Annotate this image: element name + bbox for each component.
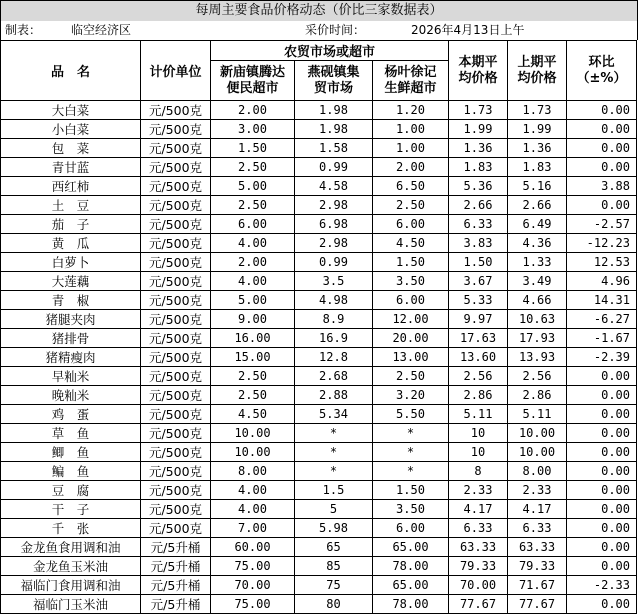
current-avg-price: 3.83	[449, 234, 508, 253]
ratio-value: 0.00	[567, 481, 637, 500]
market-2-price: *	[295, 462, 373, 481]
market-3-price: *	[373, 462, 449, 481]
market-1-price: 7.00	[211, 519, 295, 538]
item-name: 早籼米	[1, 367, 141, 386]
market-2-price: 4.98	[295, 291, 373, 310]
previous-avg-price: 6.49	[508, 215, 567, 234]
market-2-price: 3.5	[295, 272, 373, 291]
current-avg-price: 9.97	[449, 310, 508, 329]
ratio-value: 0.00	[567, 386, 637, 405]
market-1-price: 2.50	[211, 158, 295, 177]
current-avg-price: 5.36	[449, 177, 508, 196]
previous-avg-price: 1.33	[508, 253, 567, 272]
market-3-price: 1.00	[373, 139, 449, 158]
item-unit: 元/500克	[141, 386, 211, 405]
item-unit: 元/5升桶	[141, 557, 211, 576]
market-3-price: 3.50	[373, 500, 449, 519]
ratio-value: 0.00	[567, 500, 637, 519]
table-row	[1, 329, 637, 348]
header-unit: 计价单位	[141, 41, 211, 101]
table-row	[1, 310, 637, 329]
item-name: 茄 子	[1, 215, 141, 234]
table-row	[1, 576, 637, 595]
current-avg-price: 2.86	[449, 386, 508, 405]
market-3-price: 65.00	[373, 538, 449, 557]
item-name: 土 豆	[1, 196, 141, 215]
previous-avg-price: 1.83	[508, 158, 567, 177]
market-1-price: 4.00	[211, 481, 295, 500]
table-row	[1, 538, 637, 557]
current-avg-price: 6.33	[449, 519, 508, 538]
current-avg-price: 10	[449, 443, 508, 462]
item-unit: 元/500克	[141, 101, 211, 120]
previous-avg-price: 6.33	[508, 519, 567, 538]
market-3-price: 1.50	[373, 253, 449, 272]
current-avg-price: 70.00	[449, 576, 508, 595]
current-avg-price: 5.11	[449, 405, 508, 424]
current-avg-price: 13.60	[449, 348, 508, 367]
item-unit: 元/500克	[141, 234, 211, 253]
current-avg-price: 77.67	[449, 595, 508, 614]
previous-avg-price: 8.00	[508, 462, 567, 481]
item-name: 猪排骨	[1, 329, 141, 348]
market-2-price: 8.9	[295, 310, 373, 329]
previous-avg-price: 2.86	[508, 386, 567, 405]
previous-avg-price: 4.17	[508, 500, 567, 519]
current-avg-price: 3.67	[449, 272, 508, 291]
item-unit: 元/500克	[141, 196, 211, 215]
current-avg-price: 2.66	[449, 196, 508, 215]
current-avg-price: 4.17	[449, 500, 508, 519]
market-3-price: 1.20	[373, 101, 449, 120]
ratio-value: -12.23	[567, 234, 637, 253]
market-3-price: 6.00	[373, 215, 449, 234]
table-row	[1, 101, 637, 120]
market-1-price: 8.00	[211, 462, 295, 481]
market-1-price: 5.00	[211, 177, 295, 196]
market-2-price: 5	[295, 500, 373, 519]
ratio-value: 0.00	[567, 595, 637, 614]
market-2-price: 1.58	[295, 139, 373, 158]
item-name: 鲫 鱼	[1, 443, 141, 462]
table-row	[1, 234, 637, 253]
previous-avg-price: 4.36	[508, 234, 567, 253]
current-avg-price: 2.56	[449, 367, 508, 386]
item-unit: 元/500克	[141, 443, 211, 462]
item-unit: 元/500克	[141, 462, 211, 481]
ratio-value: 3.88	[567, 177, 637, 196]
ratio-value: 0.00	[567, 462, 637, 481]
ratio-value: -2.39	[567, 348, 637, 367]
table-row	[1, 196, 637, 215]
current-avg-price: 79.33	[449, 557, 508, 576]
table-row	[1, 443, 637, 462]
header-market-2: 燕砚镇集 贸市场	[295, 61, 373, 101]
item-unit: 元/500克	[141, 310, 211, 329]
market-3-price: 5.50	[373, 405, 449, 424]
item-unit: 元/500克	[141, 272, 211, 291]
market-3-price: 13.00	[373, 348, 449, 367]
market-1-price: 75.00	[211, 557, 295, 576]
item-unit: 元/500克	[141, 405, 211, 424]
previous-avg-price: 1.36	[508, 139, 567, 158]
current-avg-price: 6.33	[449, 215, 508, 234]
market-3-price: 6.00	[373, 291, 449, 310]
item-unit: 元/500克	[141, 519, 211, 538]
item-name: 草 鱼	[1, 424, 141, 443]
table-row	[1, 120, 637, 139]
ratio-value: 0.00	[567, 139, 637, 158]
table-row	[1, 215, 637, 234]
market-1-price: 2.50	[211, 386, 295, 405]
item-name: 青甘蓝	[1, 158, 141, 177]
item-unit: 元/5升桶	[141, 576, 211, 595]
market-2-price: 0.99	[295, 158, 373, 177]
current-avg-price: 1.83	[449, 158, 508, 177]
info-row	[0, 21, 638, 40]
market-1-price: 2.00	[211, 101, 295, 120]
market-1-price: 4.00	[211, 272, 295, 291]
market-3-price: 3.50	[373, 272, 449, 291]
table-body	[1, 101, 637, 614]
item-name: 鳊 鱼	[1, 462, 141, 481]
market-2-price: 6.98	[295, 215, 373, 234]
current-avg-price: 10	[449, 424, 508, 443]
ratio-value: 0.00	[567, 424, 637, 443]
market-1-price: 1.50	[211, 139, 295, 158]
market-3-price: 12.00	[373, 310, 449, 329]
item-name: 猪腿夹肉	[1, 310, 141, 329]
market-3-price: 78.00	[373, 557, 449, 576]
current-avg-price: 5.33	[449, 291, 508, 310]
item-name: 小白菜	[1, 120, 141, 139]
previous-avg-price: 71.67	[508, 576, 567, 595]
item-unit: 元/500克	[141, 481, 211, 500]
table-row	[1, 595, 637, 614]
market-1-price: 60.00	[211, 538, 295, 557]
table-row	[1, 177, 637, 196]
item-name: 鸡 蛋	[1, 405, 141, 424]
market-1-price: 75.00	[211, 595, 295, 614]
previous-avg-price: 2.56	[508, 367, 567, 386]
item-unit: 元/500克	[141, 424, 211, 443]
table-row	[1, 139, 637, 158]
item-name: 晚籼米	[1, 386, 141, 405]
previous-avg-price: 10.00	[508, 424, 567, 443]
market-3-price: 1.50	[373, 481, 449, 500]
item-unit: 元/500克	[141, 177, 211, 196]
ratio-value: 0.00	[567, 120, 637, 139]
market-1-price: 2.00	[211, 253, 295, 272]
current-avg-price: 8	[449, 462, 508, 481]
table-row	[1, 462, 637, 481]
previous-avg-price: 2.33	[508, 481, 567, 500]
ratio-value: -2.33	[567, 576, 637, 595]
item-name: 金龙鱼食用调和油	[1, 538, 141, 557]
market-2-price: 1.98	[295, 120, 373, 139]
market-2-price: 2.68	[295, 367, 373, 386]
market-2-price: 5.34	[295, 405, 373, 424]
table-row	[1, 405, 637, 424]
maker-label: 制表：	[5, 23, 42, 37]
ratio-value: 0.00	[567, 443, 637, 462]
table-row	[1, 158, 637, 177]
previous-avg-price: 13.93	[508, 348, 567, 367]
market-1-price: 10.00	[211, 443, 295, 462]
table-row	[1, 367, 637, 386]
market-1-price: 5.00	[211, 291, 295, 310]
market-1-price: 4.00	[211, 234, 295, 253]
market-2-price: 4.58	[295, 177, 373, 196]
ratio-value: 0.00	[567, 101, 637, 120]
ratio-value: 0.00	[567, 158, 637, 177]
current-avg-price: 1.36	[449, 139, 508, 158]
market-2-price: 85	[295, 557, 373, 576]
market-3-price: 6.50	[373, 177, 449, 196]
previous-avg-price: 10.63	[508, 310, 567, 329]
item-name: 金龙鱼玉米油	[1, 557, 141, 576]
current-avg-price: 63.33	[449, 538, 508, 557]
ratio-value: 0.00	[567, 519, 637, 538]
market-2-price: 2.98	[295, 234, 373, 253]
time-label: 采价时间：	[305, 23, 366, 37]
previous-avg-price: 5.11	[508, 405, 567, 424]
market-2-price: 0.99	[295, 253, 373, 272]
item-unit: 元/500克	[141, 253, 211, 272]
item-name: 千 张	[1, 519, 141, 538]
item-name: 大白菜	[1, 101, 141, 120]
market-3-price: 2.50	[373, 196, 449, 215]
table-row	[1, 272, 637, 291]
previous-avg-price: 1.99	[508, 120, 567, 139]
item-unit: 元/500克	[141, 500, 211, 519]
market-2-price: 80	[295, 595, 373, 614]
header-ratio: 环比 （±%）	[567, 41, 637, 101]
market-2-price: 1.98	[295, 101, 373, 120]
item-unit: 元/500克	[141, 158, 211, 177]
previous-avg-price: 2.66	[508, 196, 567, 215]
market-2-price: 75	[295, 576, 373, 595]
table-row	[1, 481, 637, 500]
table-row	[1, 557, 637, 576]
header-current-avg: 本期平 均价格	[449, 41, 508, 101]
market-2-price: 2.98	[295, 196, 373, 215]
market-3-price: *	[373, 424, 449, 443]
ratio-value: -1.67	[567, 329, 637, 348]
market-2-price: 2.88	[295, 386, 373, 405]
maker-value: 临空经济区	[71, 23, 132, 37]
market-1-price: 70.00	[211, 576, 295, 595]
market-2-price: 16.9	[295, 329, 373, 348]
item-name: 青 椒	[1, 291, 141, 310]
market-1-price: 3.00	[211, 120, 295, 139]
previous-avg-price: 17.93	[508, 329, 567, 348]
item-name: 豆 腐	[1, 481, 141, 500]
market-1-price: 6.00	[211, 215, 295, 234]
previous-avg-price: 4.66	[508, 291, 567, 310]
item-unit: 元/500克	[141, 291, 211, 310]
ratio-value: 0.00	[567, 538, 637, 557]
current-avg-price: 1.73	[449, 101, 508, 120]
market-3-price: 20.00	[373, 329, 449, 348]
current-avg-price: 1.99	[449, 120, 508, 139]
ratio-value: 12.53	[567, 253, 637, 272]
market-3-price: 78.00	[373, 595, 449, 614]
market-1-price: 4.50	[211, 405, 295, 424]
header-previous-avg: 上期平 均价格	[508, 41, 567, 101]
market-1-price: 10.00	[211, 424, 295, 443]
previous-avg-price: 10.00	[508, 443, 567, 462]
table-title: 每周主要食品价格动态（价比三家数据表）	[0, 0, 638, 21]
table-row	[1, 519, 637, 538]
header-market-3: 杨叶徐记 生鲜超市	[373, 61, 449, 101]
market-1-price: 2.50	[211, 367, 295, 386]
market-2-price: 5.98	[295, 519, 373, 538]
table-row	[1, 386, 637, 405]
table-row	[1, 291, 637, 310]
market-1-price: 4.00	[211, 500, 295, 519]
market-3-price: 1.00	[373, 120, 449, 139]
current-avg-price: 1.50	[449, 253, 508, 272]
market-2-price: 1.5	[295, 481, 373, 500]
previous-avg-price: 77.67	[508, 595, 567, 614]
table-row	[1, 424, 637, 443]
ratio-value: -6.27	[567, 310, 637, 329]
item-name: 福临门食用调和油	[1, 576, 141, 595]
current-avg-price: 2.33	[449, 481, 508, 500]
header-market-1: 新庙镇腾达 便民超市	[211, 61, 295, 101]
market-1-price: 15.00	[211, 348, 295, 367]
header-market-group: 农贸市场或超市	[211, 41, 449, 61]
item-unit: 元/500克	[141, 367, 211, 386]
item-unit: 元/5升桶	[141, 538, 211, 557]
market-2-price: *	[295, 424, 373, 443]
ratio-value: 14.31	[567, 291, 637, 310]
market-3-price: 6.00	[373, 519, 449, 538]
market-3-price: 3.20	[373, 386, 449, 405]
item-unit: 元/500克	[141, 139, 211, 158]
item-unit: 元/500克	[141, 120, 211, 139]
item-name: 大莲藕	[1, 272, 141, 291]
item-name: 包 菜	[1, 139, 141, 158]
previous-avg-price: 3.49	[508, 272, 567, 291]
market-3-price: 2.00	[373, 158, 449, 177]
ratio-value: 0.00	[567, 557, 637, 576]
item-name: 西红柿	[1, 177, 141, 196]
previous-avg-price: 63.33	[508, 538, 567, 557]
market-2-price: *	[295, 443, 373, 462]
market-1-price: 2.50	[211, 196, 295, 215]
item-unit: 元/500克	[141, 329, 211, 348]
market-1-price: 9.00	[211, 310, 295, 329]
table-row	[1, 500, 637, 519]
previous-avg-price: 5.16	[508, 177, 567, 196]
item-name: 福临门玉米油	[1, 595, 141, 614]
item-name: 黄 瓜	[1, 234, 141, 253]
ratio-value: 0.00	[567, 367, 637, 386]
market-2-price: 65	[295, 538, 373, 557]
market-3-price: 65.00	[373, 576, 449, 595]
previous-avg-price: 1.73	[508, 101, 567, 120]
header-name: 品 名	[1, 41, 141, 101]
table-row	[1, 253, 637, 272]
market-3-price: *	[373, 443, 449, 462]
current-avg-price: 17.63	[449, 329, 508, 348]
market-3-price: 4.50	[373, 234, 449, 253]
price-table	[0, 40, 637, 614]
market-1-price: 16.00	[211, 329, 295, 348]
previous-avg-price: 79.33	[508, 557, 567, 576]
table-row	[1, 348, 637, 367]
item-unit: 元/500克	[141, 215, 211, 234]
item-name: 白萝卜	[1, 253, 141, 272]
ratio-value: 0.00	[567, 196, 637, 215]
ratio-value: 4.96	[567, 272, 637, 291]
item-unit: 元/5升桶	[141, 595, 211, 614]
ratio-value: -2.57	[567, 215, 637, 234]
time-value: 2026年4月13日上午	[411, 23, 525, 37]
market-3-price: 2.50	[373, 367, 449, 386]
market-2-price: 12.8	[295, 348, 373, 367]
item-name: 猪精瘦肉	[1, 348, 141, 367]
item-name: 干 子	[1, 500, 141, 519]
ratio-value: 0.00	[567, 405, 637, 424]
item-unit: 元/500克	[141, 348, 211, 367]
